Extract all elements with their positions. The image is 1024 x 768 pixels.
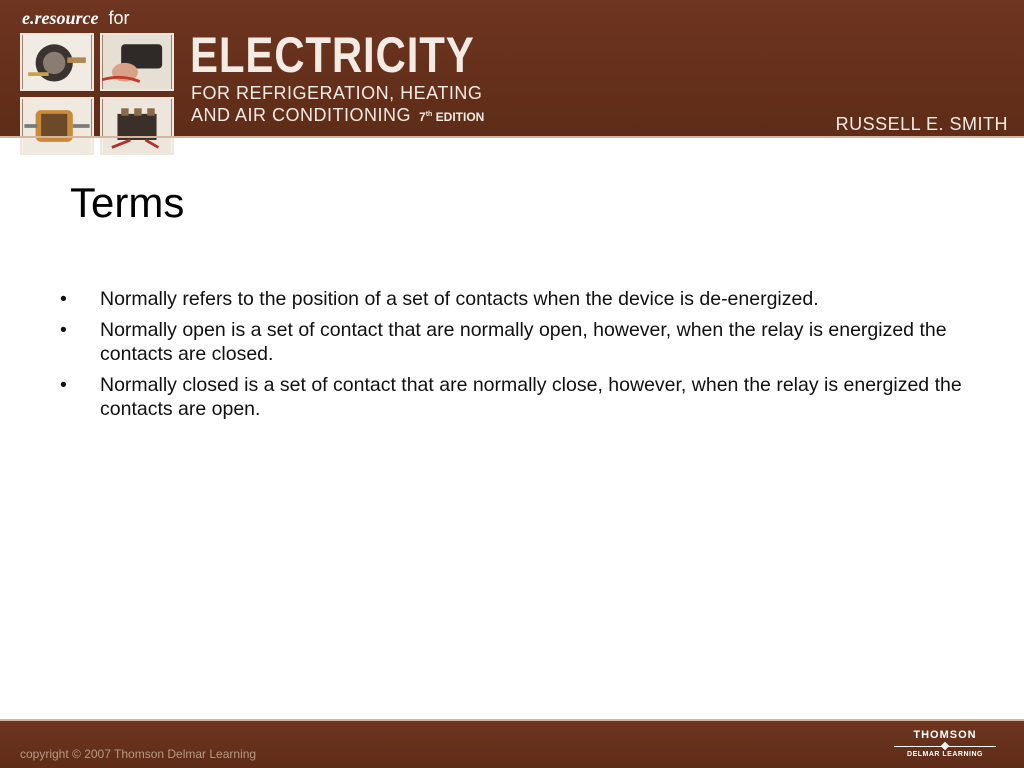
publisher-name: THOMSON (913, 729, 977, 741)
publisher-subname: DELMAR LEARNING (907, 751, 983, 758)
relay-photo (100, 97, 174, 155)
copyright-text: copyright © 2007 Thomson Delmar Learning (20, 747, 257, 761)
book-subtitle-line2-text: AND AIR CONDITIONING (191, 105, 412, 125)
bullet-text: Normally refers to the position of a set of contacts when the device is de-energized. (100, 288, 819, 310)
header-divider (0, 136, 1024, 138)
header-band (0, 0, 1024, 136)
edition-number: 7 (419, 110, 426, 124)
brand-logo (22, 8, 130, 29)
bullet-text: Normally closed is a set of contact that are normally close, however, when the relay is energized the contacts are open. (100, 374, 962, 420)
bullet-item (58, 287, 978, 311)
author-name: RUSSELL E. SMITH (835, 114, 1008, 134)
bullet-text: Normally open is a set of contact that are normally open, however, when the relay is energized the contacts are closed. (100, 319, 947, 365)
edition-label (419, 110, 484, 124)
edition-suffix: th (425, 111, 433, 118)
fan-motor-photo (20, 97, 94, 155)
bullet-symbol: • (60, 374, 67, 396)
slide-title: Terms (70, 179, 185, 226)
bullet-list (58, 287, 978, 428)
footer-band (0, 721, 1024, 768)
book-title: ELECTRICITY (190, 27, 475, 83)
book-subtitle-line2 (191, 106, 484, 124)
edition-text: EDITION (435, 110, 485, 124)
brand-name: e.resource (22, 8, 99, 28)
meter-photo (100, 33, 174, 91)
motor-photo (20, 33, 94, 91)
bullet-symbol: • (60, 288, 67, 310)
bullet-item (58, 373, 978, 421)
bullet-item (58, 318, 978, 366)
bullet-symbol: • (60, 319, 67, 341)
brand-suffix: for (108, 8, 130, 28)
photo-grid (20, 33, 180, 159)
publisher-rule (894, 746, 996, 747)
publisher-logo (890, 729, 1000, 758)
book-subtitle-line1: FOR REFRIGERATION, HEATING (191, 83, 483, 103)
